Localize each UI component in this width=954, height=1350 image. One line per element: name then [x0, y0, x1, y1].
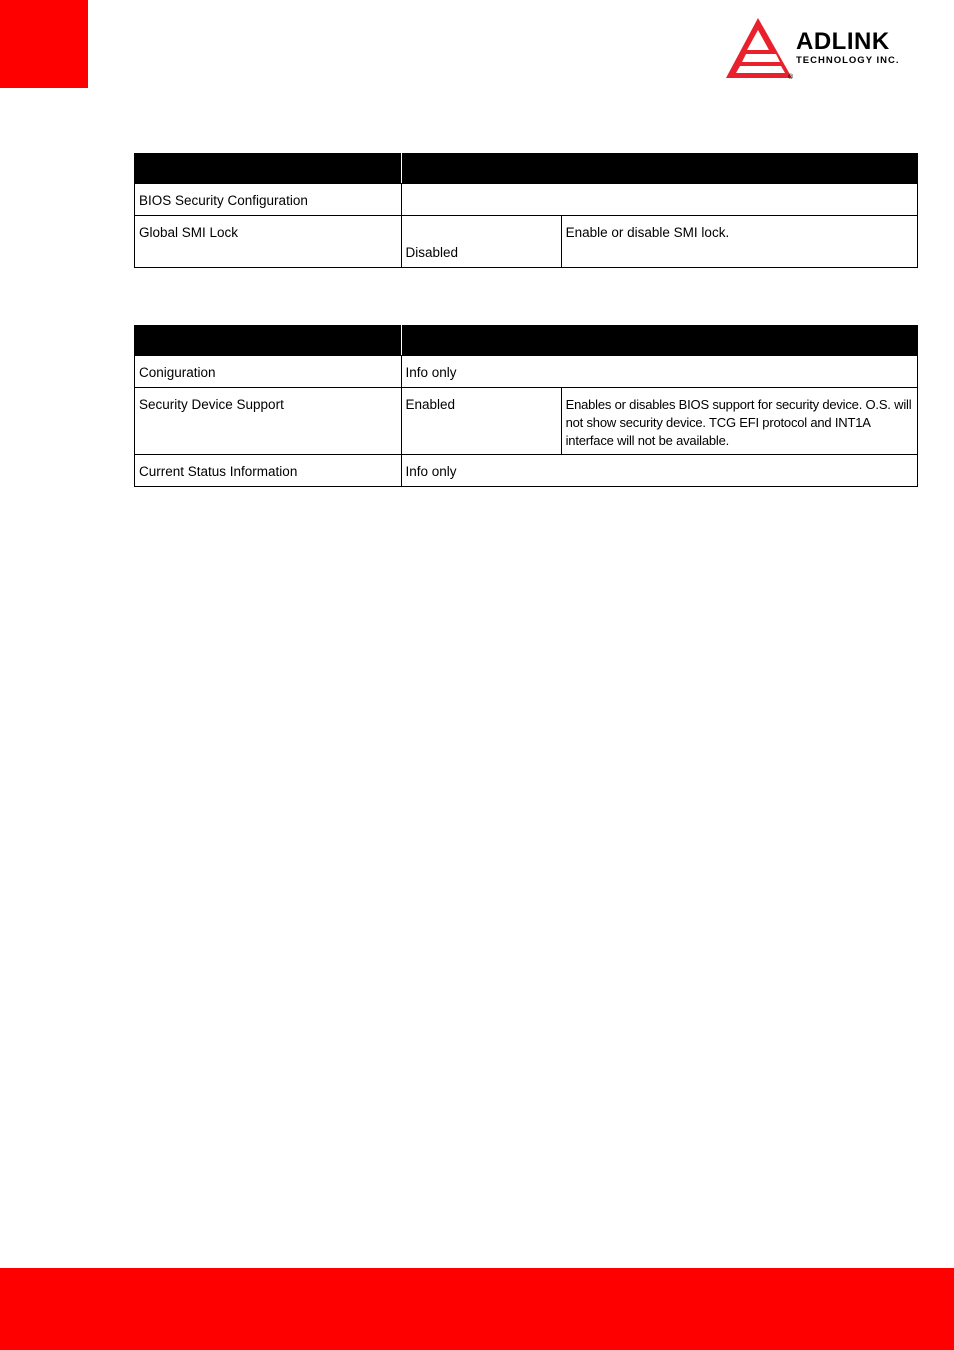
- row-description: Enable or disable SMI lock.: [561, 216, 917, 268]
- row-value: Disabled: [401, 216, 561, 268]
- row-label: BIOS Security Configuration: [135, 184, 402, 216]
- table-row: [135, 184, 918, 216]
- registered-mark: ®: [788, 74, 794, 81]
- logo-wordmark: ADLINK: [796, 28, 890, 55]
- logo-tagline: TECHNOLOGY INC.: [796, 55, 900, 66]
- row-value: Info only: [401, 356, 918, 388]
- adlink-logo: [722, 16, 936, 86]
- table-row: [135, 216, 918, 268]
- header-cell: [135, 154, 402, 184]
- header-cell: [401, 326, 918, 356]
- header-cell: [135, 326, 402, 356]
- row-value: [401, 184, 918, 216]
- adlink-triangle-icon: [722, 16, 794, 86]
- table-header-row: [135, 154, 918, 184]
- row-label: Coniguration: [135, 356, 402, 388]
- table-header-row: [135, 326, 918, 356]
- footer-accent-bar: [0, 1268, 954, 1350]
- row-value: Info only: [401, 455, 918, 487]
- row-label: Current Status Information: [135, 455, 402, 487]
- security-device-table: [134, 325, 918, 487]
- row-label: Security Device Support: [135, 388, 402, 455]
- table-row: [135, 356, 918, 388]
- header-cell: [401, 154, 918, 184]
- corner-accent-block: [0, 0, 88, 88]
- table-row: [135, 455, 918, 487]
- bios-security-table: [134, 153, 918, 268]
- row-value: Enabled: [401, 388, 561, 455]
- row-description: Enables or disables BIOS support for security device. O.S. will not show security device. TCG EFI protocol and INT1A interface will not be available.: [561, 388, 917, 455]
- row-label: Global SMI Lock: [135, 216, 402, 268]
- table-row: [135, 388, 918, 455]
